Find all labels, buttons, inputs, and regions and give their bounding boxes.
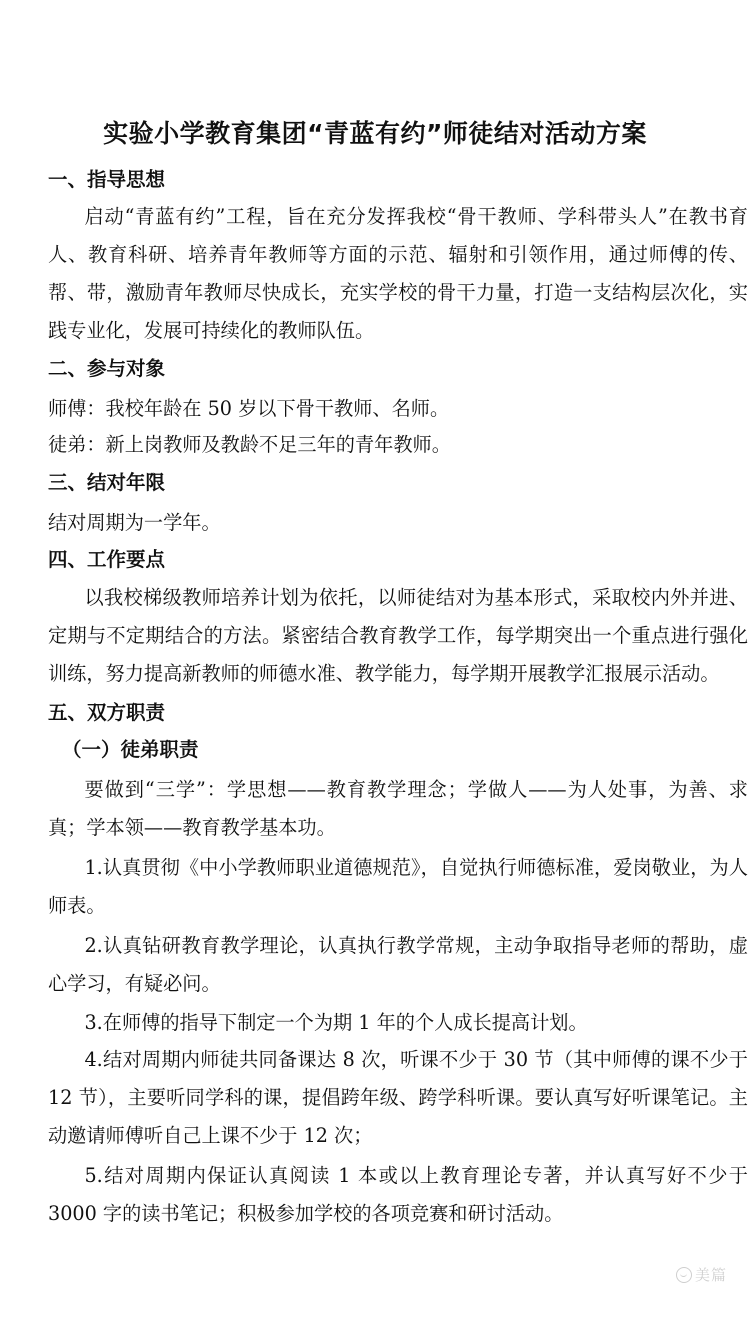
- section-heading-participants: 二、参与对象: [48, 357, 166, 380]
- paragraph-apprentice: 徒弟：新上岗教师及教龄不足三年的青年教师。: [48, 433, 451, 456]
- list-item-4: 4.结对周期内师徒共同备课达 8 次，听课不少于 30 节（其中师傅的课不少于 12 节），主要听同学科的课，提倡跨年级、跨学科听课。要认真写好听课笔记。主动邀请师傅听自己上课不少于 12 次；: [48, 1048, 748, 1147]
- list-item-2: 2.认真钻研教育教学理论，认真执行教学常规，主动争取指导老师的帮助，虚心学习，有疑必问。: [48, 934, 748, 995]
- watermark-text: 美篇: [695, 1266, 728, 1284]
- watermark: [676, 1264, 727, 1285]
- list-item-3: 3.在师傅的指导下制定一个为期 1 年的个人成长提高计划。: [84, 1011, 588, 1034]
- list-item-5: 5.结对周期内保证认真阅读 1 本或以上教育理论专著，并认真写好不少于 3000 字的读书笔记；积极参加学校的各项竞赛和研讨活动。: [48, 1164, 748, 1225]
- subheading-apprentice-duties: （一）徒弟职责: [62, 738, 199, 761]
- paragraph-guiding: 启动“青蓝有约”工程，旨在充分发挥我校“骨干教师、学科带头人”在教书育人、教育科研、培养青年教师等方面的示范、辐射和引领作用，通过师傅的传、帮、带，激励青年教师尽快成长，充实学校的骨干力量，打造一支结构层次化，实践专业化，发展可持续化的教师队伍。: [48, 205, 748, 342]
- section-heading-duties: 五、双方职责: [48, 701, 166, 724]
- list-item-1: 1.认真贯彻《中小学教师职业道德规范》，自觉执行师德标准，爱岗敬业，为人师表。: [48, 856, 748, 917]
- section-heading-guiding: 一、指导思想: [48, 168, 166, 191]
- meipian-logo-icon: [676, 1267, 692, 1283]
- paragraph-three-learnings: 要做到“三学”：学思想——教育教学理念；学做人——为人处事，为善、求真；学本领——教育教学基本功。: [48, 778, 748, 839]
- paragraph-key-points: 以我校梯级教师培养计划为依托，以师徒结对为基本形式，采取校内外并进、定期与不定期结合的方法。紧密结合教育教学工作，每学期突出一个重点进行强化训练，努力提高新教师的师德水准、教学能力，每学期开展教学汇报展示活动。: [48, 586, 748, 685]
- section-heading-key-points: 四、工作要点: [48, 548, 166, 571]
- section-heading-term: 三、结对年限: [48, 471, 166, 494]
- paragraph-term: 结对周期为一学年。: [48, 511, 221, 534]
- document-title: 实验小学教育集团“青蓝有约”师徒结对活动方案: [103, 119, 647, 148]
- paragraph-master: 师傅：我校年龄在 50 岁以下骨干教师、名师。: [48, 397, 450, 420]
